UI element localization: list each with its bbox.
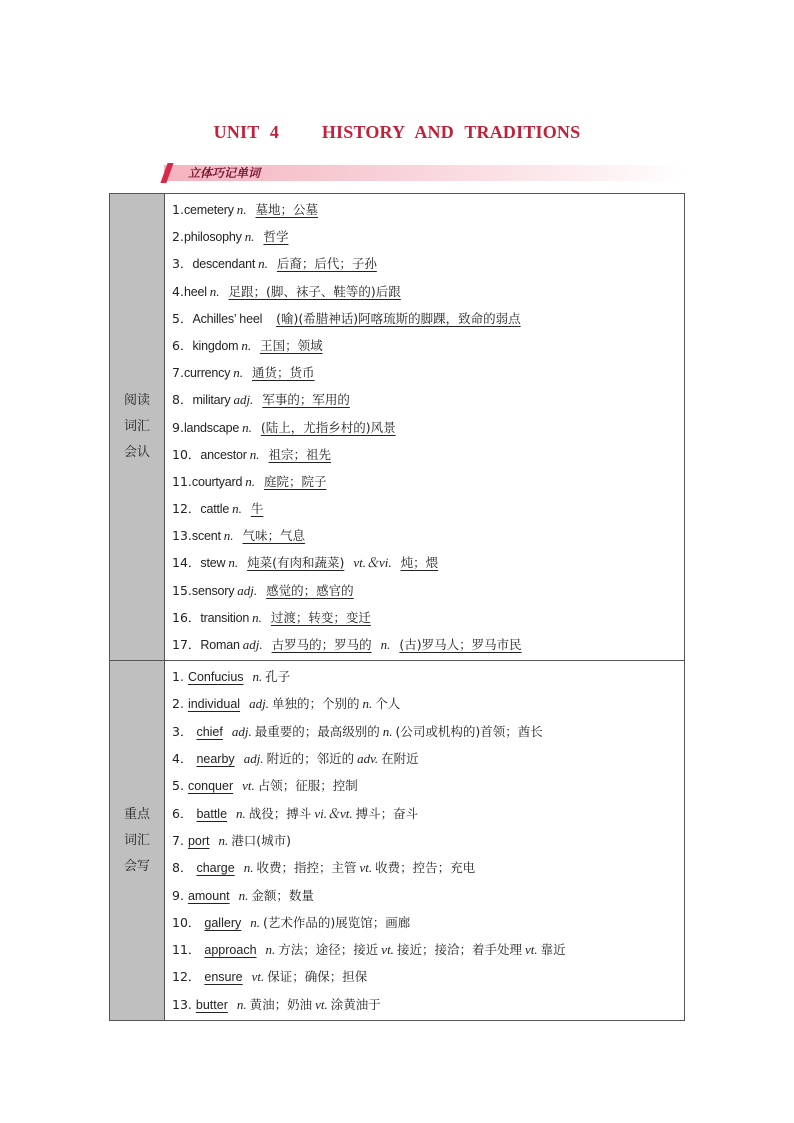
item-number: 4.: [172, 283, 184, 299]
part-of-speech: n.: [245, 473, 255, 489]
list-item: [172, 882, 684, 909]
part-of-speech: n.: [258, 256, 268, 272]
answer-word: battle: [196, 806, 228, 821]
list-item: [172, 522, 684, 549]
vocab-word: stew: [200, 556, 226, 571]
vocab-word: Achilles’ heel: [192, 311, 263, 326]
list-item: [172, 936, 684, 963]
meaning-text: 孔子: [265, 669, 291, 685]
meaning-text: 黄油；奶油: [249, 996, 313, 1012]
item-number: 12．: [172, 501, 201, 517]
meaning-text: 战役；搏斗: [248, 805, 312, 821]
part-of-speech: adv.: [357, 751, 379, 767]
answer-meaning: 气味；气息: [242, 528, 306, 544]
part-of-speech: n.: [380, 637, 391, 652]
item-number: 11．: [172, 942, 201, 958]
list-item: [172, 414, 684, 441]
vocab-word: descendant: [192, 257, 256, 272]
vocab-word: sensory: [191, 583, 235, 598]
vocab-word: kingdom: [192, 338, 239, 353]
list-item: [172, 332, 684, 359]
list-item: [172, 718, 684, 745]
meaning-text: 个人: [375, 696, 401, 712]
item-number: 13.: [172, 996, 192, 1012]
answer-meaning: 通货；货币: [252, 365, 315, 381]
part-of-speech: n.: [265, 942, 276, 958]
part-of-speech: vt.: [251, 969, 265, 985]
list-item: [172, 577, 684, 604]
answer-word: amount: [187, 888, 230, 903]
meaning-text: (公司或机构的)首领；酋长: [395, 723, 543, 739]
section-reading-vocab: [110, 194, 685, 661]
list-item: [172, 963, 684, 990]
item-number: 1.: [172, 669, 184, 685]
list-item: [172, 441, 684, 468]
answer-meaning: 庭院；院子: [263, 473, 327, 489]
answer-meaning: 古罗马的；罗马的: [271, 637, 372, 652]
part-of-speech: n.: [236, 202, 247, 217]
part-of-speech: vi.＆vt.: [314, 805, 353, 821]
answer-meaning: 牛: [250, 501, 264, 517]
item-number: 8．: [172, 392, 193, 408]
item-number: 2.: [172, 696, 184, 712]
list-item: [172, 359, 684, 386]
item-number: 5．: [172, 310, 193, 326]
section-label-key: 重点 词汇 会写: [110, 661, 165, 1021]
part-of-speech: vt.: [242, 778, 255, 794]
list-item: [172, 305, 684, 332]
answer-word: approach: [204, 943, 257, 958]
part-of-speech: vt.: [359, 860, 373, 876]
vocab-word: heel: [183, 284, 207, 299]
item-number: 12．: [172, 969, 201, 985]
list-item: [172, 549, 684, 576]
item-number: 2.: [172, 229, 184, 245]
item-number: 3．: [172, 256, 193, 272]
answer-meaning: 王国；领域: [260, 337, 323, 353]
meaning-text: 收费；指控；主管: [256, 860, 357, 876]
list-item: [172, 223, 684, 250]
list-item: [172, 631, 684, 658]
vocab-word: courtyard: [191, 474, 243, 489]
item-number: 7.: [172, 365, 184, 381]
banner-label: 立体巧记单词: [188, 166, 261, 180]
answer-meaning: 足跟；(脚、袜子、鞋等的)后跟: [228, 283, 401, 299]
answer-meaning: 感觉的；感官的: [266, 582, 354, 598]
part-of-speech: n.: [250, 914, 260, 930]
vocab-word: scent: [191, 529, 221, 544]
part-of-speech: n.: [241, 337, 252, 353]
part-of-speech: vt.: [381, 942, 394, 958]
answer-meaning: 过渡；转变；变迁: [270, 609, 371, 625]
vocab-word: transition: [200, 610, 250, 625]
answer-word: butter: [195, 997, 228, 1012]
section-label-reading: 阅读 词汇 会认: [110, 194, 165, 661]
part-of-speech: n.: [228, 555, 239, 571]
answer-word: individual: [187, 697, 241, 712]
answer-meaning: 炖菜(有肉和蔬菜): [247, 555, 345, 571]
part-of-speech: vt.: [315, 996, 328, 1012]
item-number: 14．: [172, 555, 201, 571]
answer-word: chief: [196, 724, 223, 739]
meaning-text: 收费；控告；充电: [375, 860, 476, 876]
meaning-text: 涂黄油于: [330, 996, 381, 1012]
vocab-word: cemetery: [183, 203, 234, 217]
list-item: [172, 690, 684, 717]
part-of-speech: n.: [238, 887, 249, 903]
list-item: [172, 827, 684, 854]
meaning-text: (艺术作品的)展览馆；画廊: [262, 914, 411, 930]
meaning-text: 金额；数量: [251, 887, 314, 903]
list-item: [172, 772, 684, 799]
list-item: [172, 854, 684, 881]
answer-word: nearby: [196, 752, 235, 767]
list-item: [172, 991, 684, 1018]
meaning-text: 在附近: [381, 751, 419, 767]
list-item: [172, 250, 684, 277]
part-of-speech: vt.: [524, 942, 538, 958]
part-of-speech: n.: [252, 609, 262, 625]
part-of-speech: n.: [382, 723, 393, 739]
part-of-speech: n.: [232, 501, 242, 517]
part-of-speech: adj.: [231, 723, 252, 739]
part-of-speech: n.: [244, 229, 255, 245]
vocab-word: philosophy: [183, 230, 242, 245]
part-of-speech: n.: [242, 419, 252, 435]
item-number: 15.: [172, 582, 192, 598]
item-number: 17．: [172, 637, 201, 652]
meaning-text: 方法；途径；接近: [278, 942, 379, 958]
answer-meaning: (喻)(希腊神话)阿喀琉斯的脚踝，致命的弱点: [276, 310, 521, 326]
part-of-speech: n.: [223, 528, 234, 544]
answer-meaning: 墓地；公墓: [255, 202, 319, 217]
meaning-text: 最重要的；最高级别的: [254, 723, 380, 739]
answer-word: ensure: [204, 970, 243, 985]
item-number: 1.: [172, 202, 184, 217]
answer-word: Confucius: [187, 670, 244, 685]
item-number: 13.: [172, 528, 192, 544]
vocabulary-table: [109, 193, 685, 1021]
item-number: 3．: [172, 723, 193, 739]
part-of-speech: n.: [243, 860, 254, 876]
part-of-speech: vt.＆vi.: [353, 555, 392, 571]
meaning-text: 港口(城市): [231, 832, 291, 848]
meaning-text: 接近；接洽；着手处理: [396, 942, 522, 958]
part-of-speech: n.: [236, 805, 246, 821]
part-of-speech: adj.: [233, 392, 254, 408]
item-number: 16．: [172, 609, 201, 625]
item-number: 10．: [172, 914, 201, 930]
vocab-word: cattle: [200, 502, 230, 517]
item-number: 10．: [172, 446, 201, 462]
item-number: 7.: [172, 832, 184, 848]
list-item: [172, 278, 684, 305]
answer-meaning: 哲学: [263, 229, 289, 245]
list-item: [172, 800, 684, 827]
item-number: 9.: [172, 887, 184, 903]
part-of-speech: adj.: [237, 582, 258, 598]
item-number: 9.: [172, 419, 184, 435]
page-title: UNIT 4 HISTORY AND TRADITIONS: [213, 122, 581, 142]
answer-meaning: 军事的；军用的: [262, 392, 350, 408]
section-key-vocab: [110, 661, 685, 1021]
meaning-text: 单独的；个别的: [271, 696, 360, 712]
key-vocab-list: [165, 661, 685, 1021]
item-number: 6．: [172, 337, 193, 353]
part-of-speech: n.: [252, 669, 263, 685]
answer-meaning: 祖宗；祖先: [268, 446, 332, 462]
item-number: 11.: [172, 473, 192, 489]
list-item: [172, 909, 684, 936]
list-item: [172, 745, 684, 772]
item-number: 6．: [172, 805, 193, 821]
meaning-text: 占领；征服；控制: [257, 778, 358, 794]
vocab-word: currency: [183, 366, 231, 381]
vocab-word: Roman: [200, 638, 240, 652]
list-item: [172, 495, 684, 522]
meaning-text: 保证；确保；担保: [267, 969, 368, 985]
answer-meaning: 炖；煨: [400, 555, 439, 571]
meaning-text: 附近的；邻近的: [266, 751, 355, 767]
vocab-word: ancestor: [200, 447, 247, 462]
answer-meaning: 后裔；后代；子孙: [276, 256, 377, 272]
vocab-word: military: [192, 393, 231, 408]
list-item: [172, 604, 684, 631]
part-of-speech: adj.: [242, 637, 263, 652]
list-item: [172, 468, 684, 495]
vocab-word: landscape: [183, 420, 240, 435]
part-of-speech: n.: [218, 832, 229, 848]
answer-word: gallery: [204, 915, 242, 930]
part-of-speech: n.: [233, 365, 244, 381]
section-banner: [150, 161, 684, 183]
part-of-speech: n.: [249, 446, 260, 462]
meaning-text: 靠近: [540, 942, 566, 958]
answer-word: port: [187, 833, 210, 848]
meaning-text: 搏斗；奋斗: [355, 805, 419, 821]
answer-word: charge: [196, 861, 235, 876]
list-item: [172, 196, 684, 223]
answer-meaning: (陆上，尤指乡村的)风景: [260, 419, 396, 435]
part-of-speech: adj.: [243, 751, 264, 767]
item-number: 5.: [172, 778, 184, 794]
list-item: [172, 663, 684, 690]
item-number: 4．: [172, 751, 193, 767]
part-of-speech: n.: [209, 283, 220, 299]
part-of-speech: adj.: [249, 696, 269, 712]
part-of-speech: n.: [362, 696, 373, 712]
answer-word: conquer: [187, 779, 234, 794]
item-number: 8．: [172, 860, 193, 876]
part-of-speech: n.: [236, 996, 247, 1012]
reading-vocab-list: [165, 194, 685, 661]
list-item: [172, 386, 684, 413]
answer-meaning: (古)罗马人；罗马市民: [399, 637, 522, 652]
